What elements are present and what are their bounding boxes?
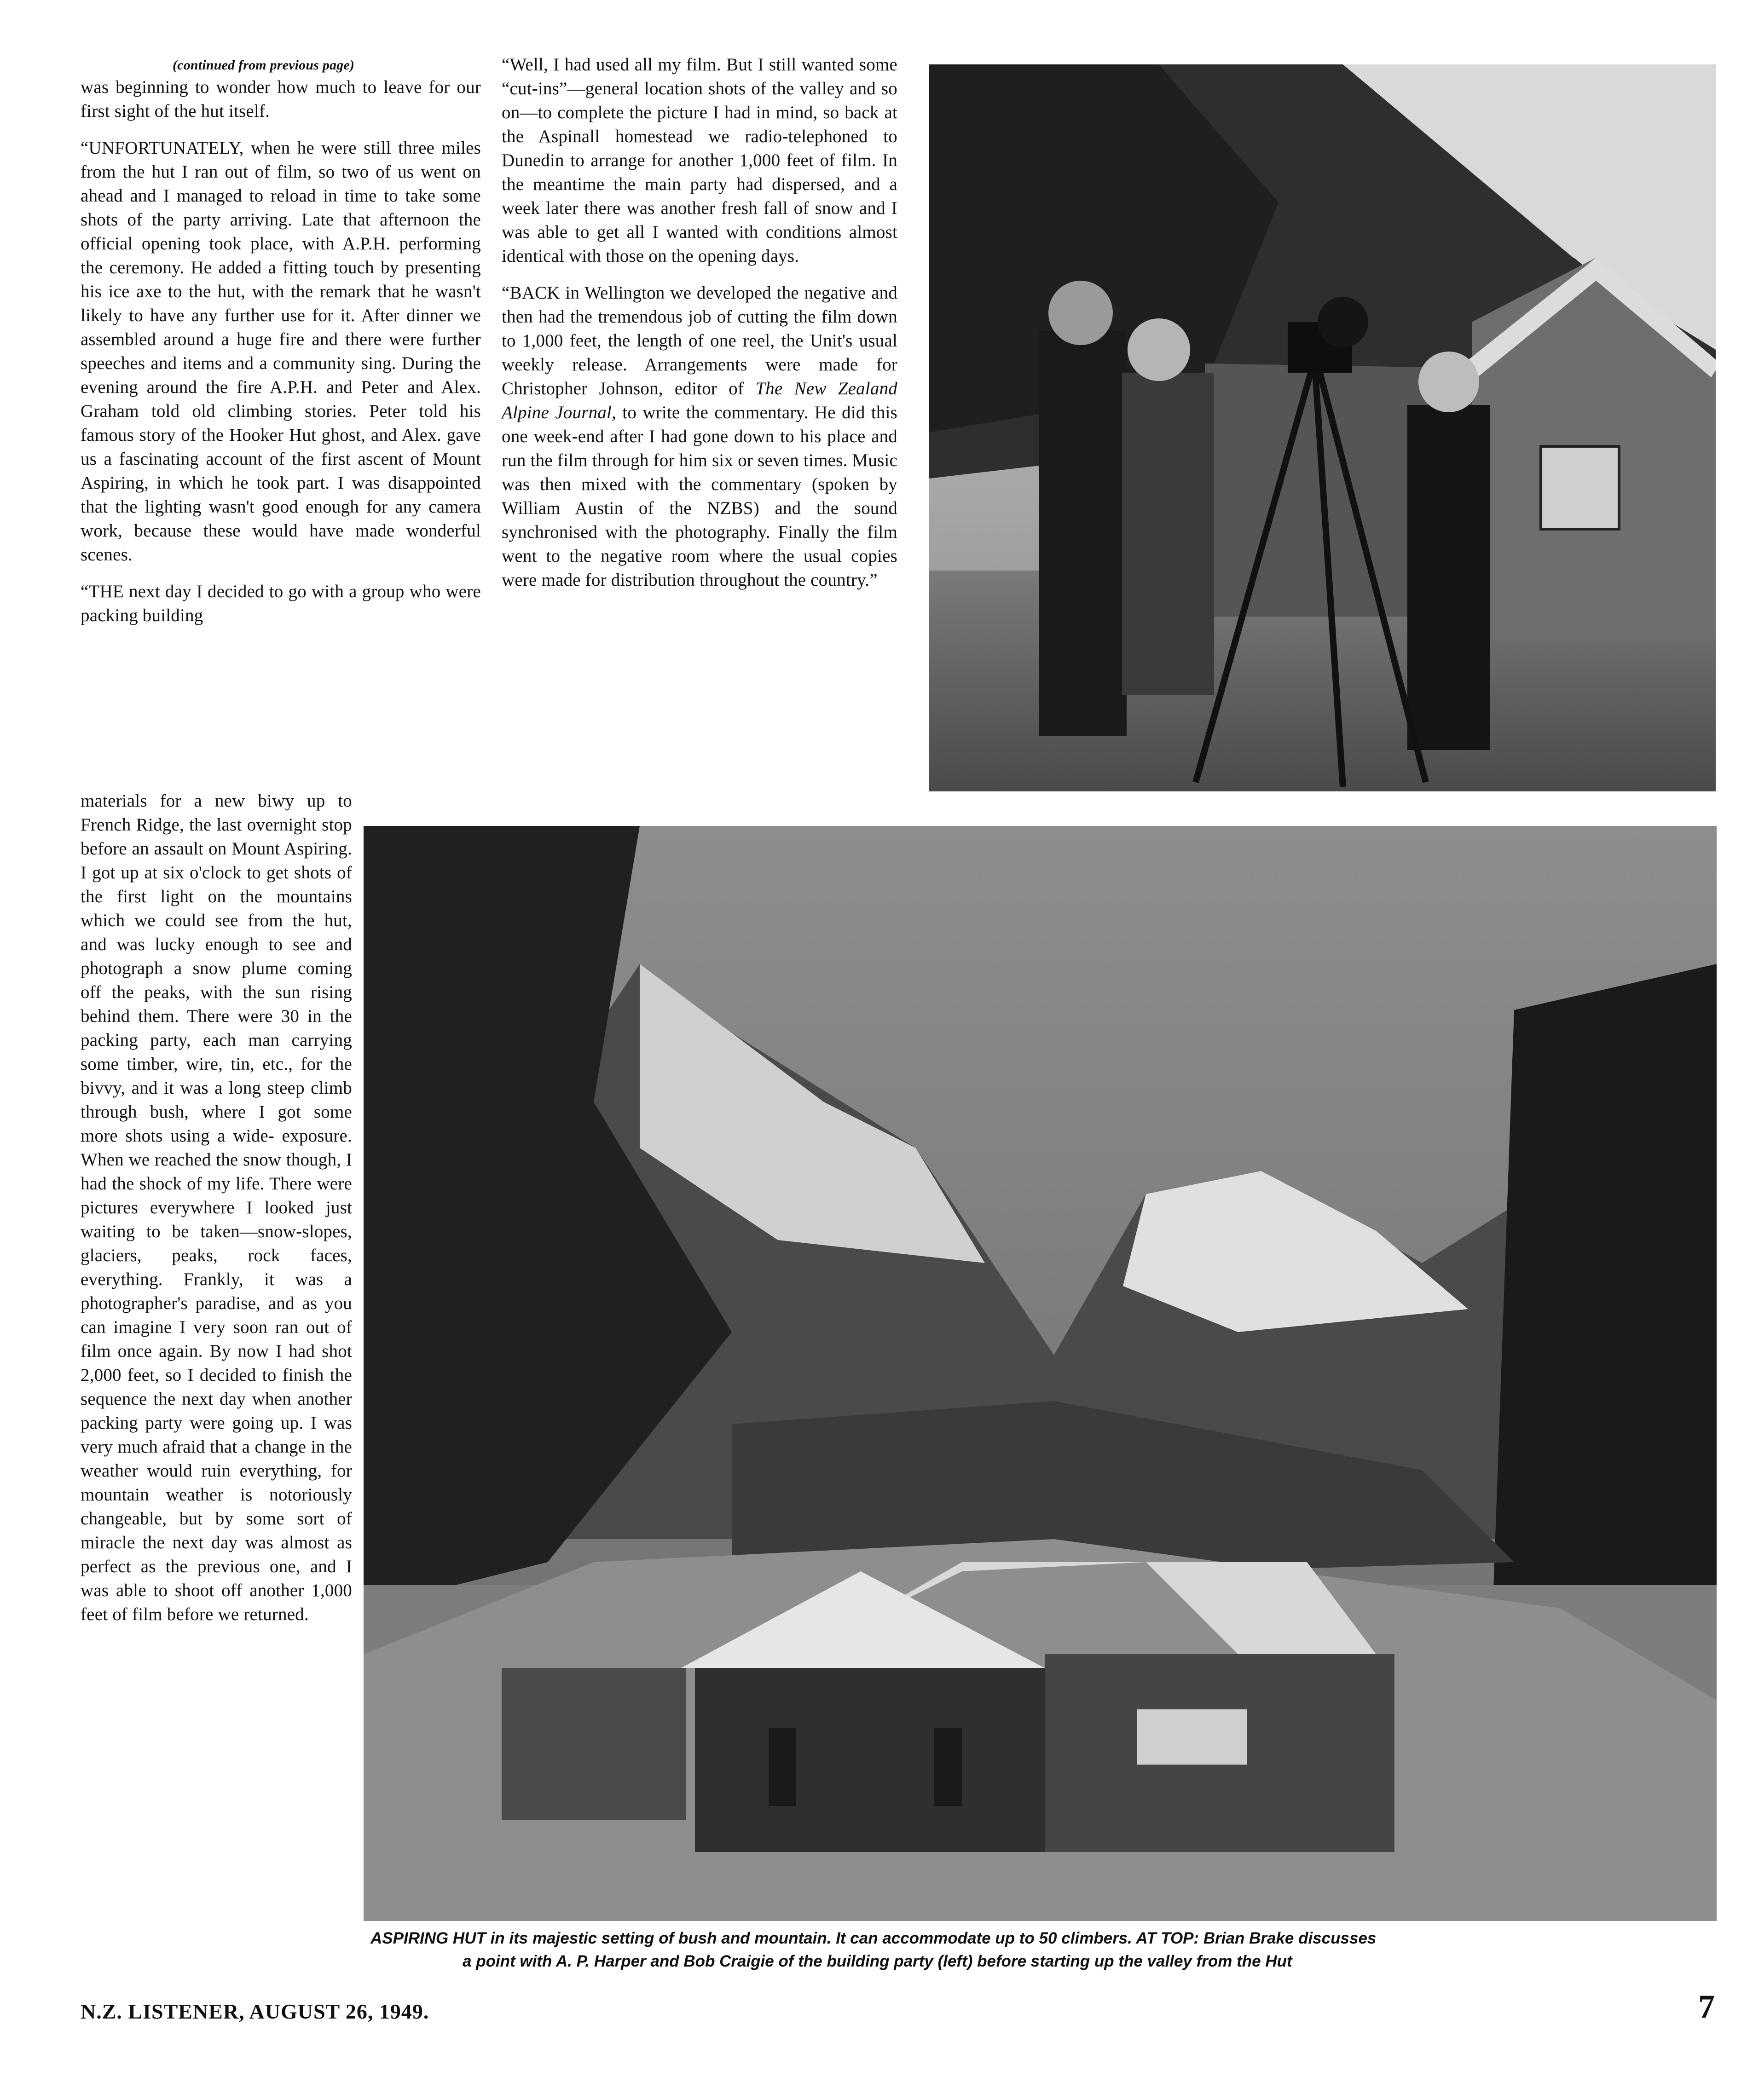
photo-film-crew-image [929,64,1716,791]
photo-aspiring-hut-image [364,826,1717,1921]
caption-line-2: a point with A. P. Harper and Bob Craigie of the building party (left) before starting up the valley from the Hut [463,1952,1292,1970]
continued-note: (continued from previous page) [173,58,355,73]
paragraph-unfortunately: “UNFORTUNATELY, when he were still three miles from the hut I ran out of film, so two of us went on ahead and I managed to reload in time to take some shots of the party arriving. Late that afternoon the official opening took place, with A.P.H. performing the ceremony. He added a fitting touch by presenting his ice axe to the hut, with the remark that he wasn't likely to have any further use for it. After dinner we assembled around a huge fire and there were further speeches and items and a community sing. During the evening around the fire A.P.H. and Peter and Alex. Graham told old climbing stories. Peter told his famous story of the Hooker Hut ghost, and Alex. gave us a fascinating account of the first ascent of Mount Aspiring, in which he took part. I was disappointed that the lighting wasn't good enough for any camera work, because these would have made wonderful scenes. [81,138,481,565]
page-number: 7 [1698,1988,1715,2025]
paragraph-intro: was beginning to wonder how much to leave for our first sight of the hut itself. [81,77,481,121]
article-column-1 [81,55,481,628]
back-text-a: “BACK in Wellington we developed the negative and then had the tremendous job of cutting the film down to 1,000 feet, the length of one reel, the Unit's usual weekly release. Arrangements were made for Christopher Johnson, editor of [502,283,897,398]
article-column-2 [502,53,897,605]
back-text-b: to write the commentary. He did this one week-end after I had gone down to his place and run the film through for him six or seven times. Music was then mixed with the commentary (spoken by William Austin of the NZBS) and the sound synchronised with the photography. Finally the film went to the negative room where the usual copies were made for distribution throughout the country.” [502,403,897,590]
paragraph-well-i-had: “Well, I had used all my film. But I still wanted some “cut-ins”—general location shots of the valley and so on—to complete the picture I had in mind, so back at the Aspinall homestead we radio-telephoned to Dunedin to arrange for another 1,000 feet of film. In the meantime the main party had dispersed, and a week later there was another fresh fall of snow and I was able to get all I wanted with conditions almost identical with those on the opening days. [502,55,897,266]
journal-title: The New Zealand Alpine Journal, [502,379,898,422]
article-column-1-narrow [81,789,352,1639]
caption-line-1: ASPIRING HUT in its majestic setting of bush and mountain. It can accommodate up to 50 climbers. AT TOP: Brian Brake discusses [370,1929,1377,1947]
paragraph-next-day-rest: materials for a new biwy up to French Ridge, the last overnight stop before an assault on Mount Aspiring. I got up at six o'clock to get shots of the first light on the mountains which we could see from the hut, and was lucky enough to see and photograph a snow plume coming off the peaks, with the sun rising behind them. There were 30 in the packing party, each man carrying some timber, wire, tin, etc., for the bivvy, and it was a long steep climb through bush, where I got some more shots using a wide- exposure. When we reached the snow though, I had the shock of my life. There were pictures everywhere I looked just waiting to be taken—snow-slopes, glaciers, peaks, rock faces, everything. Frankly, it was a photographer's paradise, and as you can imagine I very soon ran out of film once again. By now I had shot 2,000 feet, so I decided to finish the sequence the next day when another packing party were going up. I was very much afraid that a change in the weather would ruin everything, for mountain weather is notoriously changeable, but by some sort of miracle the next day was almost as perfect as the previous one, and I was able to shoot off another 1,000 feet of film before we returned. [81,791,352,1624]
page-footer: N.Z. LISTENER, AUGUST 26, 1949. [81,2000,429,2023]
photo-film-crew [929,64,1716,791]
paragraph-next-day-top: “THE next day I decided to go with a group who were packing building [81,582,481,625]
photo-caption [370,1927,1719,1973]
photo-aspiring-hut [364,826,1717,1921]
paragraph-back-in-wellington [502,281,897,592]
